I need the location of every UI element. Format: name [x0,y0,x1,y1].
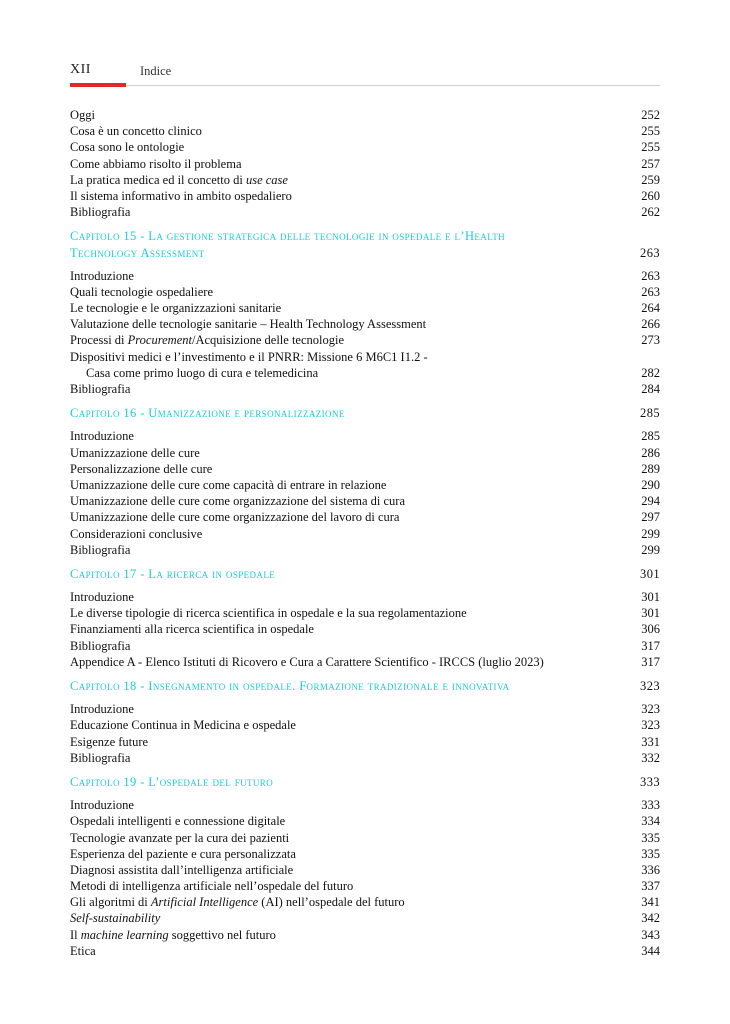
entry-text-after: soggettivo nel futuro [168,927,276,942]
toc-page-number: 317 [641,638,660,653]
toc-page-number: 343 [641,927,660,942]
page-header [70,62,660,86]
toc-page-number: 323 [641,718,660,733]
toc-entry-title: Diagnosi assistita dall’intelligenza artificiale [70,862,294,877]
chapter-title: Capitolo 17 - La ricerca in ospedale [70,566,276,581]
chapter-page-number: 333 [640,774,660,789]
toc-entry [70,542,660,558]
chapter-heading [70,566,660,582]
toc-entry-title: Bibliografia [70,542,131,557]
running-title: Indice [140,64,172,78]
toc-page-number: 301 [641,590,660,605]
toc-entry [70,638,660,654]
chapter-title-row [70,245,660,261]
toc-entry [70,750,660,766]
chapter-title-row [70,566,660,582]
chapter-page-number: 323 [640,679,660,693]
entry-text-italic: Procurement [127,333,192,348]
toc-entry [70,123,660,139]
toc-entry-title: Bibliografia [70,205,131,220]
toc-entry [70,862,660,878]
toc-entry-title: Le tecnologie e le organizzazioni sanitarie [70,301,282,316]
toc-entry [70,701,660,717]
toc-page-number: 334 [641,814,660,829]
toc-entry-title: Appendice A - Elenco Istituti di Ricovero e Cura a Carattere Scientifico - IRCCS (luglio 2023) [70,654,544,669]
toc-page-number: 266 [641,317,660,332]
toc-entry-title: Introduzione [70,702,134,717]
toc-page-number: 301 [641,606,660,621]
toc-entry [70,797,660,813]
table-of-contents [70,107,660,959]
toc-entry [70,428,660,444]
toc-entry-title: Il sistema informativo in ambito ospedaliero [70,188,292,203]
toc-entry-title: Bibliografia [70,382,131,396]
toc-entry [70,943,660,959]
toc-entry [70,927,660,943]
chapter-page-number: 285 [640,406,660,421]
toc-entry-title: Introduzione [70,429,134,444]
toc-entry-title: Le diverse tipologie di ricerca scientifica in ospedale e la sua regolamentazione [70,606,467,621]
entry-text-before: Il [70,927,81,942]
toc-entry-title [70,910,160,926]
toc-entry [70,654,660,670]
toc-page-number: 333 [641,798,660,813]
toc-entry-title: Dispositivi medici e l’investimento e il PNRR: Missione 6 M6C1 I1.2 - [70,349,428,364]
entry-text-after: /Acquisizione delle tecnologie [191,333,345,348]
toc-entry [70,139,660,155]
toc-entry [70,332,660,348]
toc-entry [70,365,660,381]
toc-entry-title: Educazione Continua in Medicina e ospedale [70,718,296,733]
toc-page-number: 344 [641,943,660,958]
toc-entry [70,509,660,525]
toc-entry-title [70,927,276,943]
toc-entry-title: Umanizzazione delle cure come capacità di entrare in relazione [70,477,387,492]
toc-entry [70,589,660,605]
toc-page-number: 289 [641,461,660,476]
entry-text-italic: Artificial Intelligence [150,895,259,910]
toc-entry-title: Tecnologie avanzate per la cura dei pazienti [70,830,290,845]
toc-entry [70,172,660,188]
chapter-title: Capitolo 19 - L’ospedale del futuro [70,774,274,789]
toc-page-number: 290 [641,477,660,492]
toc-entry [70,284,660,300]
toc-entry [70,734,660,750]
toc-entry-title: Quali tecnologie ospedaliere [70,284,213,299]
chapter-page-number: 263 [640,245,660,260]
chapter-page-number: 301 [640,566,660,581]
toc-entry-title: Oggi [70,108,95,122]
toc-page-number: 342 [641,911,660,926]
entry-text-before: Processi di [70,333,128,348]
toc-entry [70,526,660,542]
header-rule [126,85,660,86]
chapter-title: Capitolo 16 - Umanizzazione e personalizzazione [70,406,345,421]
toc-entry-title: Metodi di intelligenza artificiale nell’ospedale del futuro [70,879,354,894]
toc-page-number: 299 [641,542,660,557]
toc-entry-title: Umanizzazione delle cure [70,445,200,460]
toc-entry [70,316,660,332]
chapter-title-row [70,405,660,421]
toc-page-number: 323 [641,702,660,717]
toc-entry-title: Bibliografia [70,750,131,765]
toc-entry [70,156,660,172]
toc-entry [70,188,660,204]
toc-entry [70,477,660,493]
entry-text-italic: use case [245,172,288,187]
toc-entry-title: Introduzione [70,590,134,605]
toc-page-number: 259 [641,172,660,187]
toc-entry-title: Come abbiamo risolto il problema [70,156,242,171]
toc-page-number: 252 [641,108,660,122]
chapter-title-row [70,774,660,790]
entry-text-italic: machine learning [80,927,169,942]
toc-page-number: 255 [641,124,660,139]
toc-entry [70,878,660,894]
toc-entry [70,268,660,284]
toc-page-number: 263 [641,284,660,299]
chapter-heading [70,774,660,790]
toc-entry-title: Esperienza del paziente e cura personalizzata [70,846,296,861]
toc-page-number: 294 [641,494,660,509]
toc-page-number: 264 [641,301,660,316]
toc-entry-title [70,894,405,910]
chapter-heading [70,405,660,421]
toc-entry [70,605,660,621]
chapter-title-row [70,228,660,244]
toc-entry [70,717,660,733]
toc-entry [70,381,660,397]
toc-page-number: 337 [641,879,660,894]
toc-page-number: 331 [641,734,660,749]
chapter-title-row [70,678,660,694]
toc-page-number: 257 [641,156,660,171]
toc-page-number: 260 [641,188,660,203]
toc-page-number: 255 [641,140,660,155]
toc-entry-title: Cosa sono le ontologie [70,140,185,155]
folio-accent-bar [70,83,126,87]
toc-page-number: 341 [641,895,660,910]
toc-entry [70,461,660,477]
chapter-title: Capitolo 18 - Insegnamento in ospedale. Formazione tradizionale e innovativa [70,679,510,693]
toc-entry-title: Personalizzazione delle cure [70,461,213,476]
toc-entry [70,813,660,829]
toc-page-number: 285 [641,429,660,444]
toc-entry-title: Introduzione [70,798,134,813]
toc-entry-title [70,332,344,348]
toc-page-number: 335 [641,846,660,861]
chapter-title: Capitolo 15 - La gestione strategica delle tecnologie in ospedale e l’Health [70,229,506,244]
toc-entry-title: Considerazioni conclusive [70,526,203,541]
toc-entry [70,445,660,461]
toc-entry-title: Valutazione delle tecnologie sanitarie – Health Technology Assessment [70,317,427,332]
entry-text-before: Gli algoritmi di [70,895,151,910]
toc-page-number: 262 [641,205,660,220]
toc-entry-title: Cosa è un concetto clinico [70,124,202,139]
toc-entry [70,621,660,637]
toc-entry [70,493,660,509]
toc-entry [70,910,660,926]
toc-entry [70,300,660,316]
toc-entry-title: Etica [70,943,96,958]
toc-entry-title: Ospedali intelligenti e connessione digitale [70,814,286,829]
toc-page-number: 306 [641,622,660,637]
toc-page-number: 263 [641,268,660,283]
toc-page-number: 286 [641,445,660,460]
toc-entry-title: Umanizzazione delle cure come organizzazione del lavoro di cura [70,510,400,525]
toc-page-number: 335 [641,830,660,845]
toc-page-number: 284 [641,382,660,396]
toc-entry-title: Casa come primo luogo di cura e telemedicina [86,365,319,380]
page-folio: XII [70,62,91,77]
toc-entry-title: Finanziamenti alla ricerca scientifica in ospedale [70,622,314,637]
chapter-title-continued: Technology Assessment [70,245,205,260]
entry-text-after: (AI) nell’ospedale del futuro [258,895,405,910]
entry-text-italic: Self-sustainability [70,911,161,926]
toc-entry-title: Umanizzazione delle cure come organizzazione del sistema di cura [70,494,406,509]
chapter-heading [70,228,660,260]
chapter-heading [70,678,660,694]
toc-page-number: 273 [641,333,660,348]
toc-entry [70,894,660,910]
toc-page-number: 317 [641,654,660,669]
toc-page-number: 332 [641,750,660,765]
entry-text-before: La pratica medica ed il concetto di [70,172,246,187]
toc-entry [70,349,660,365]
toc-entry-title: Introduzione [70,268,134,283]
toc-page-number: 297 [641,510,660,525]
toc-entry-title: Esigenze future [70,734,149,749]
toc-entry [70,846,660,862]
toc-entry [70,830,660,846]
toc-entry [70,107,660,123]
toc-page-number: 299 [641,526,660,541]
toc-entry-title [70,172,288,188]
toc-page-number: 282 [641,365,660,380]
toc-entry-title: Bibliografia [70,638,131,653]
toc-entry [70,204,660,220]
toc-page-number: 336 [641,862,660,877]
